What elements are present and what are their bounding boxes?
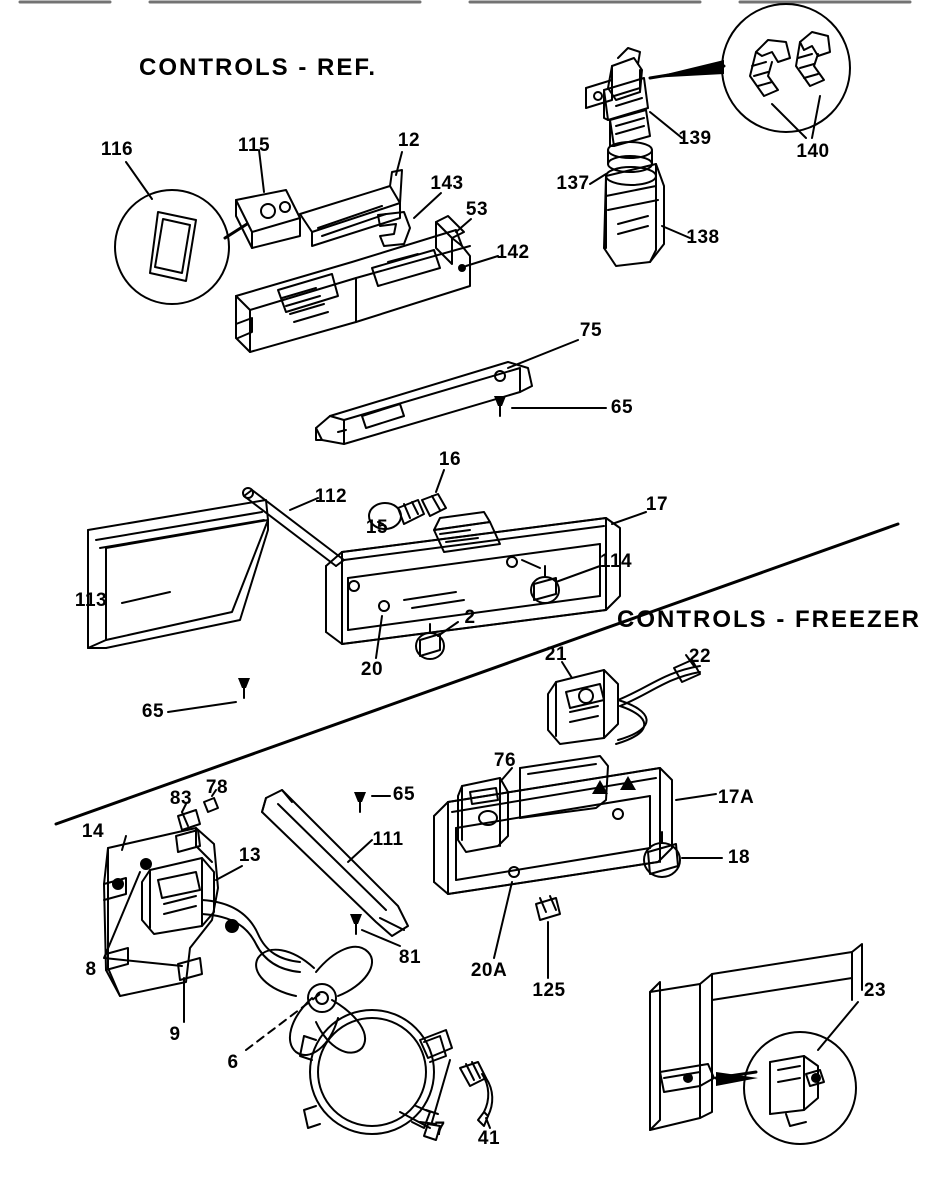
callout-112: 112 [314, 486, 348, 507]
callout-53: 53 [465, 199, 489, 220]
callout-18: 18 [727, 847, 751, 868]
callout-78: 78 [205, 777, 229, 798]
callout-20A: 20A [470, 960, 508, 981]
callout-7: 7 [434, 1119, 446, 1140]
callout-115: 115 [237, 135, 271, 156]
callout-65-a: 65 [610, 397, 634, 418]
callout-13: 13 [238, 845, 262, 866]
callout-83: 83 [169, 788, 193, 809]
callout-41: 41 [477, 1128, 501, 1149]
callout-20: 20 [360, 659, 384, 680]
callout-17: 17 [645, 494, 669, 515]
callout-111: 111 [372, 829, 404, 850]
callout-23: 23 [863, 980, 887, 1001]
callout-113: 113 [74, 590, 108, 611]
callout-125: 125 [532, 980, 566, 1001]
callout-14: 14 [81, 821, 105, 842]
section-title-controls-ref: CONTROLS - REF. [139, 54, 377, 81]
callout-143: 143 [430, 173, 464, 194]
callout-15: 15 [365, 517, 389, 538]
callout-139: 139 [678, 128, 712, 149]
callout-6: 6 [227, 1052, 239, 1073]
callout-116: 116 [100, 139, 134, 160]
callout-142: 142 [496, 242, 530, 263]
callout-114: 114 [599, 551, 633, 572]
callout-8: 8 [85, 959, 97, 980]
callout-81: 81 [398, 947, 422, 968]
callout-12: 12 [397, 130, 421, 151]
callout-65-b: 65 [141, 701, 165, 722]
callout-21: 21 [544, 644, 568, 665]
section-title-controls-freezer: CONTROLS - FREEZER [617, 606, 921, 633]
callout-16: 16 [438, 449, 462, 470]
callout-140: 140 [796, 141, 830, 162]
callout-75: 75 [579, 320, 603, 341]
callout-137: 137 [556, 173, 590, 194]
callout-76: 76 [493, 750, 517, 771]
callout-9: 9 [169, 1024, 181, 1045]
callout-65-c: 65 [392, 784, 416, 805]
callout-2: 2 [464, 607, 476, 628]
callout-138: 138 [686, 227, 720, 248]
callout-17A: 17A [717, 787, 755, 808]
callout-22: 22 [688, 646, 712, 667]
